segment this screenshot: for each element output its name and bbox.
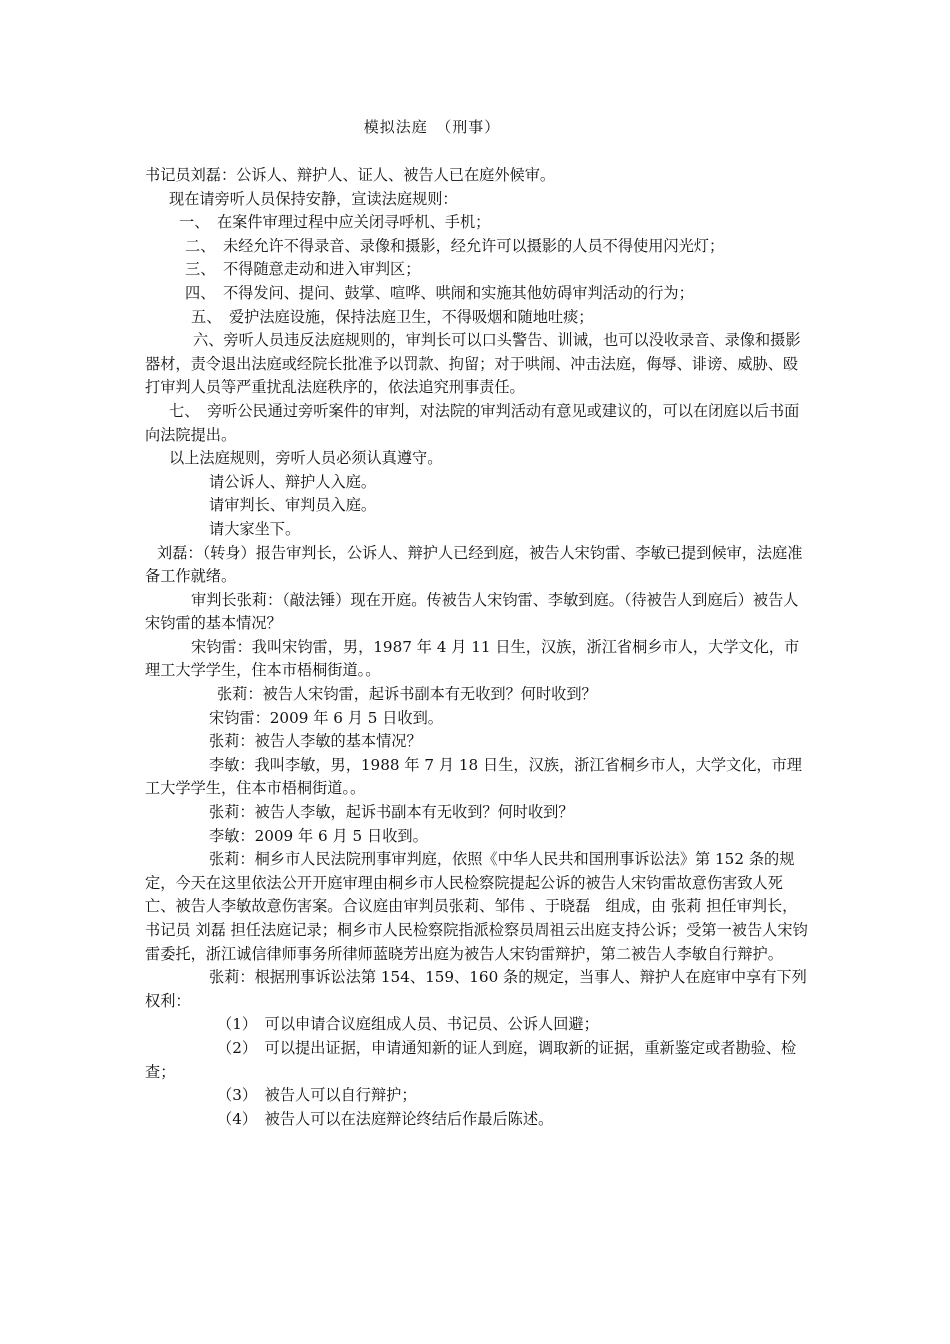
rule-item-1: 一、 在案件审理过程中应关闭寻呼机、手机； bbox=[179, 213, 491, 232]
paragraph-question-indictment-2: 张莉：被告人李敏，起诉书副本有无收到？何时收到？ bbox=[209, 803, 574, 822]
right-item-2: （2） 可以提出证据，申请通知新的证人到庭，调取新的证据，重新鉴定或者勘验、检查； bbox=[145, 1038, 797, 1081]
right-item-3: （3） 被告人可以自行辩护； bbox=[217, 1086, 417, 1105]
paragraph-clerk-report: 刘磊：（转身）报告审判长，公诉人、辩护人已经到庭，被告人宋钧雷、李敏已提到候审，法庭准备工作就绪。 bbox=[145, 543, 803, 586]
paragraph-rules-intro: 现在请旁听人员保持安静，宣读法庭规则： bbox=[169, 189, 458, 208]
document-body bbox=[145, 164, 812, 1131]
document-title: 模拟法庭 （刑事） bbox=[363, 118, 501, 136]
paragraph-rules-closing: 以上法庭规则，旁听人员必须认真遵守。 bbox=[169, 449, 443, 468]
paragraph-answer-indictment-1: 宋钧雷：2009 年 6 月 5 日收到。 bbox=[209, 708, 443, 727]
paragraph-call-judges: 请审判长、审判员入庭。 bbox=[209, 496, 377, 515]
rule-item-5: 五、 爱护法庭设施，保持法庭卫生，不得吸烟和随地吐痰； bbox=[191, 307, 594, 326]
right-item-1: （1） 可以申请合议庭组成人员、书记员、公诉人回避； bbox=[217, 1015, 599, 1034]
rule-item-2: 二、 未经允许不得录音、录像和摄影，经允许可以摄影的人员不得使用闪光灯； bbox=[185, 236, 725, 255]
rule-item-4: 四、 不得发问、提问、鼓掌、喧哗、哄闹和实施其他妨碍审判活动的行为； bbox=[185, 283, 694, 302]
paragraph-open-court: 审判长张莉：（敲法锤）现在开庭。传被告人宋钧雷、李敏到庭。（待被告人到庭后）被告人宋钧雷的基本情况？ bbox=[145, 590, 799, 633]
paragraph-defendant2-info: 李敏：我叫李敏，男，1988 年 7 月 18 日生，汉族，浙江省桐乡市人，大学文化，市理工大学学生，住本市梧桐街道。。 bbox=[145, 755, 802, 798]
right-item-4: （4） 被告人可以在法庭辩论终结后作最后陈述。 bbox=[217, 1109, 554, 1128]
paragraph-court-composition: 张莉：桐乡市人民法院刑事审判庭，依照《中华人民共和国刑事诉讼法》第 152 条的规定，今天在这里依法公开开庭审理由桐乡市人民检察院提起公诉的被告人宋钧雷故意伤害致人死亡、被告人李敏故意伤害案。合议庭由审判员张莉、邹伟 、于晓磊 组成，由 张莉 担任审判长，书记员 刘磊 担任法庭记录；桐乡市人民检察院指派检察员周祖云出庭支持公诉；受第一被告人宋钧雷委托，浙江诚信律师事务所律师蓝晓芳出庭为被告人宋钧雷辩护，第二被告人李敏自行辩护。 bbox=[145, 850, 808, 963]
paragraph-clerk-announcement: 书记员刘磊：公诉人、辩护人、证人、被告人已在庭外候审。 bbox=[145, 166, 556, 184]
paragraph-call-lawyers: 请公诉人、辩护人入庭。 bbox=[209, 472, 377, 491]
paragraph-question-defendant2: 张莉：被告人李敏的基本情况？ bbox=[209, 732, 422, 751]
paragraph-rights-intro: 张莉：根据刑事诉讼法第 154、159、160 条的规定，当事人、辩护人在庭审中享有下列权利： bbox=[145, 968, 807, 1010]
paragraph-question-indictment-1: 张莉：被告人宋钧雷，起诉书副本有无收到？何时收到？ bbox=[217, 685, 597, 704]
rule-item-7: 七、 旁听公民通过旁听案件的审判，对法院的审判活动有意见或建议的，可以在闭庭以后书面向法院提出。 bbox=[145, 401, 800, 444]
rule-item-3: 三、 不得随意走动和进入审判区； bbox=[185, 260, 421, 279]
rule-item-6: 六、旁听人员违反法庭规则的，审判长可以口头警告、训诫，也可以没收录音、录像和摄影器材，责令退出法庭或经院长批准予以罚款、拘留；对于哄闹、冲击法庭，侮辱、诽谤、威胁、殴打审判人员等严重扰乱法庭秩序的，依法追究刑事责任。 bbox=[145, 331, 801, 397]
paragraph-defendant1-info: 宋钧雷：我叫宋钧雷，男，1987 年 4 月 11 日生，汉族，浙江省桐乡市人，大学文化，市理工大学学生，住本市梧桐街道。。 bbox=[145, 637, 800, 680]
paragraph-answer-indictment-2: 李敏：2009 年 6 月 5 日收到。 bbox=[209, 826, 428, 845]
paragraph-be-seated: 请大家坐下。 bbox=[209, 519, 301, 538]
